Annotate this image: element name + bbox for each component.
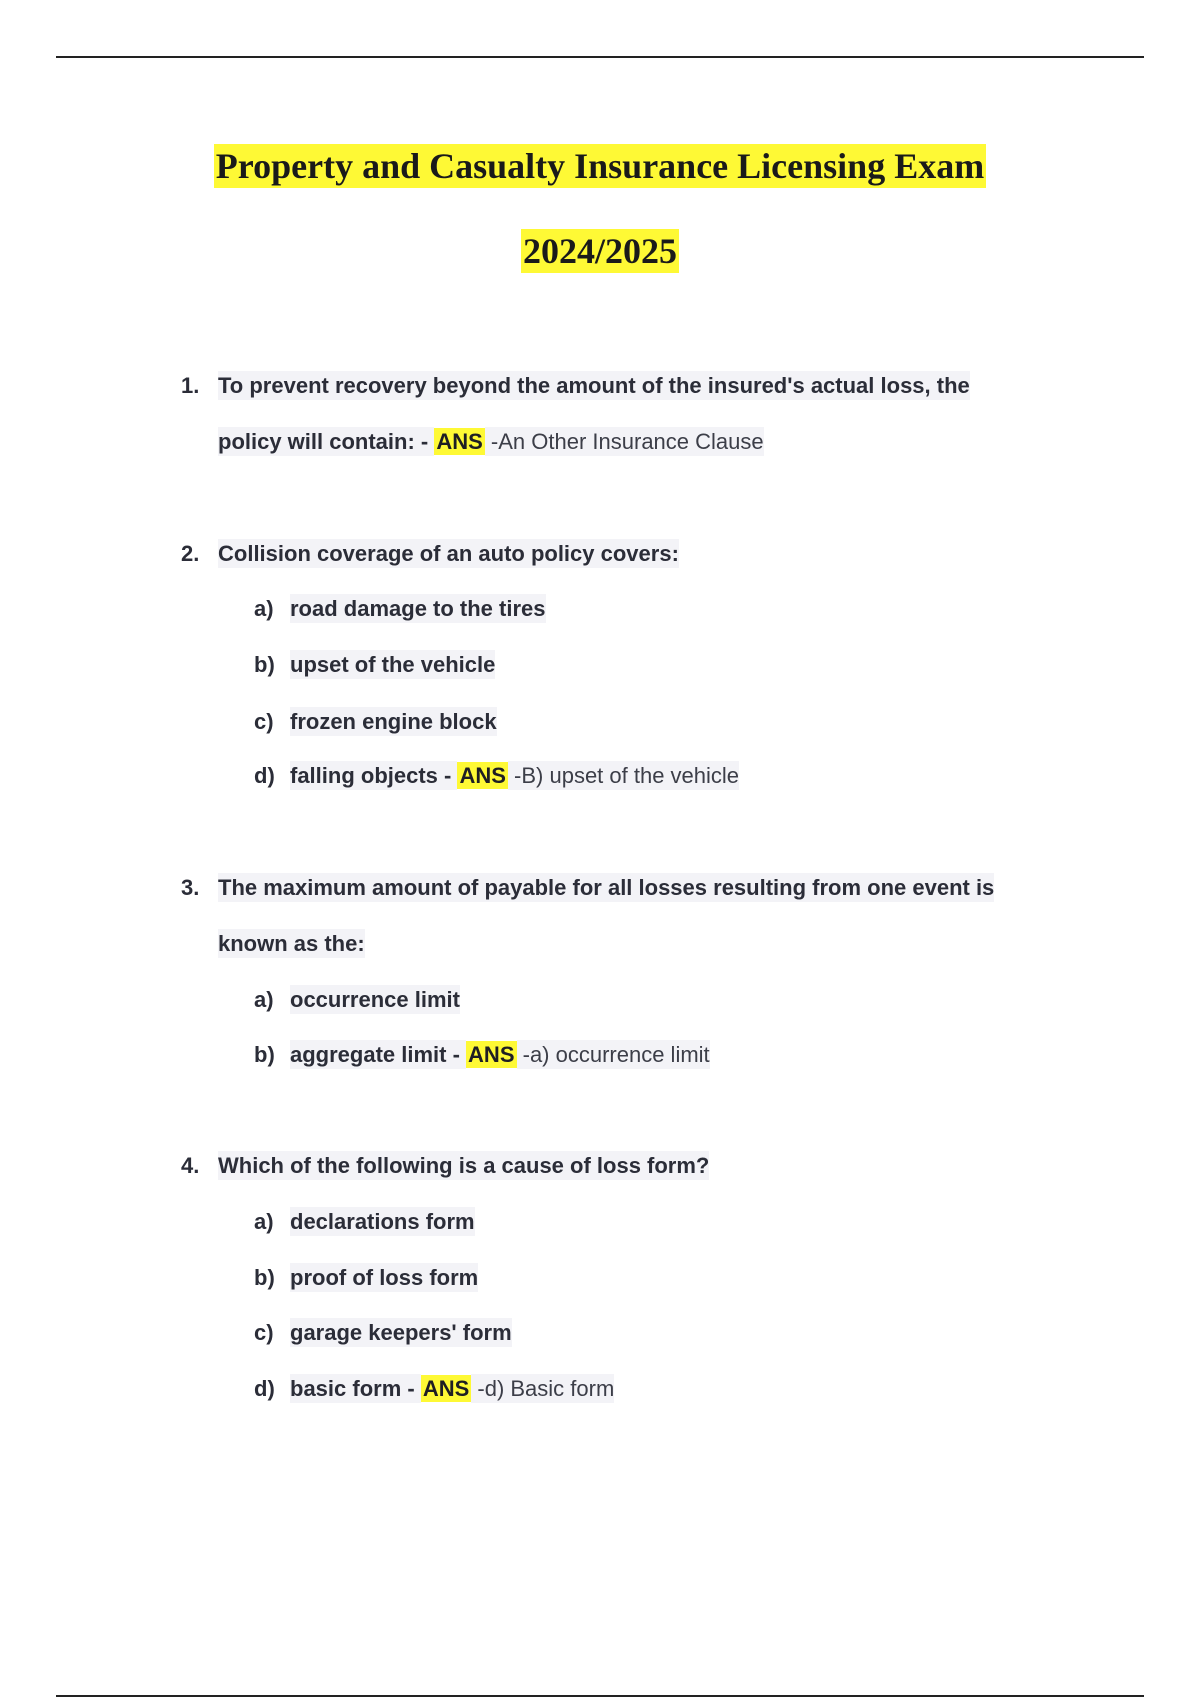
option-letter: b) — [254, 652, 275, 677]
page-title — [0, 145, 1200, 187]
option-text: aggregate limit - — [290, 1042, 467, 1067]
option-d — [254, 1376, 614, 1402]
answer-text: -d) Basic form — [471, 1376, 615, 1401]
question-text-line2: known as the: — [218, 931, 365, 956]
option-text: garage keepers' form — [290, 1320, 512, 1345]
option-text: basic form - — [290, 1376, 421, 1401]
question-number: 2. — [181, 541, 200, 566]
option-text: occurrence limit — [290, 987, 460, 1012]
question-text-line1: To prevent recovery beyond the amount of the insured's actual loss, the — [218, 373, 970, 398]
option-b — [254, 1265, 478, 1291]
option-text: declarations form — [290, 1209, 475, 1234]
question-text-line1: Collision coverage of an auto policy covers: — [218, 541, 679, 566]
option-letter: a) — [254, 987, 274, 1012]
option-d — [254, 763, 739, 789]
page-title-year: 2024/2025 — [522, 231, 677, 271]
option-a — [254, 987, 460, 1013]
question-text-line2: policy will contain: - ANS -An Other Insurance Clause — [218, 429, 764, 454]
answer-text: -B) upset of the vehicle — [507, 763, 740, 788]
answer-text: -a) occurrence limit — [516, 1042, 710, 1067]
option-text: falling objects - — [290, 763, 458, 788]
question-text-line1: Which of the following is a cause of loss form? — [218, 1153, 710, 1178]
option-text: proof of loss form — [290, 1265, 479, 1290]
page-title-line1: Property and Casualty Insurance Licensing Exam — [215, 146, 985, 186]
question-text-line1: The maximum amount of payable for all losses resulting from one event is — [218, 875, 995, 900]
ans-label: ANS — [422, 1376, 470, 1401]
top-rule — [56, 56, 1144, 58]
option-letter: a) — [254, 596, 274, 621]
option-a — [254, 596, 546, 622]
ans-label: ANS — [436, 429, 483, 454]
option-letter: b) — [254, 1265, 275, 1290]
question-number: 3. — [181, 875, 200, 900]
option-b — [254, 1042, 710, 1068]
option-b — [254, 652, 495, 678]
option-a — [254, 1209, 475, 1235]
option-text: road damage to the tires — [290, 596, 546, 621]
option-letter: d) — [254, 1376, 275, 1401]
ans-label: ANS — [459, 763, 506, 788]
option-letter: a) — [254, 1209, 274, 1234]
option-text: frozen engine block — [290, 709, 497, 734]
question-number: 4. — [181, 1153, 200, 1178]
option-text: upset of the vehicle — [290, 652, 496, 677]
option-letter: c) — [254, 709, 274, 734]
option-letter: c) — [254, 1320, 274, 1345]
option-letter: b) — [254, 1042, 275, 1067]
option-letter: d) — [254, 763, 275, 788]
answer-text: -An Other Insurance Clause — [484, 429, 764, 454]
question-number: 1. — [181, 373, 200, 398]
page-subtitle — [0, 230, 1200, 272]
ans-label: ANS — [468, 1042, 515, 1067]
option-c — [254, 1320, 512, 1346]
bottom-rule — [56, 1695, 1144, 1697]
option-c — [254, 709, 497, 735]
